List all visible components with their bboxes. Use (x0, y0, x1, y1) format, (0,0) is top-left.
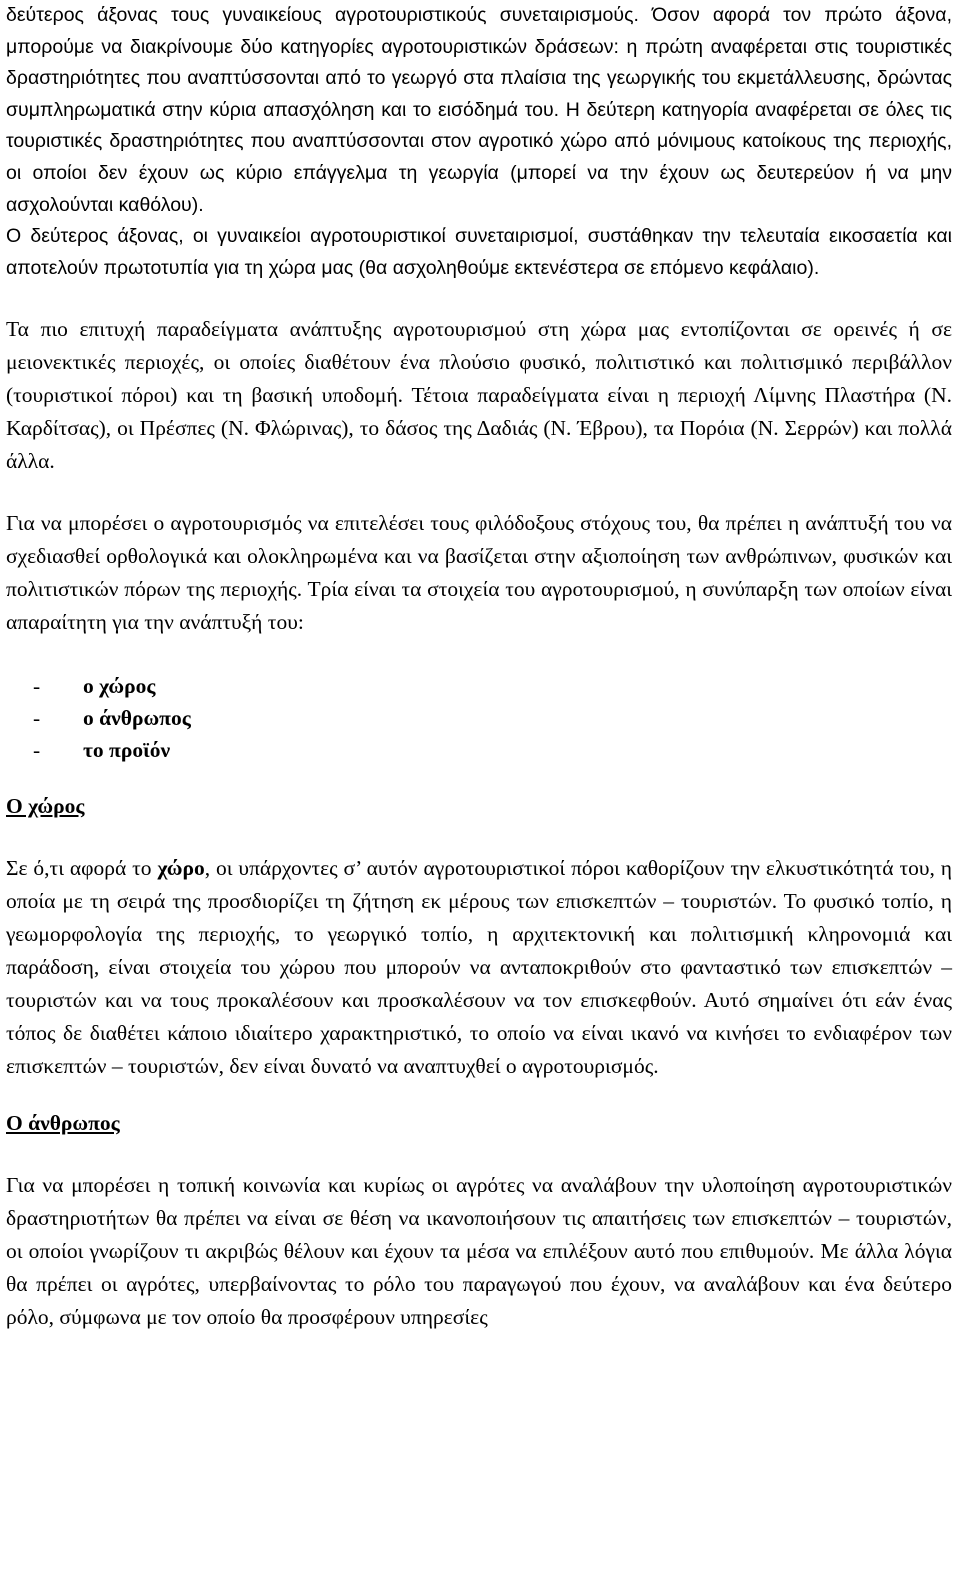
section-heading-space: Ο χώρος (6, 794, 85, 819)
paragraph-space: Σε ό,τι αφορά το χώρο, οι υπάρχοντες σ’ αυτόν αγροτουριστικοί πόροι καθορίζουν την ελκυστικότητά του, η οποία με τη σειρά της προσδιορίζει τη ζήτηση εκ μέρους των επισκεπτών – τουριστών. Το φυσικό τοπίο, η γεωμορφολογία της περιοχής, το γεωργικό τοπίο, η αρχιτεκτονική και πολιτισμική κληρονομιά και παράδοση, είναι στοιχεία του χώρου που μπορούν να ανταποκριθούν στο φανταστικό των επισκεπτών – τουριστών και να τους προκαλέσουν και προσκαλέσουν να τον επισκεφθούν. Αυτό σημαίνει ότι εάν ένας τόπος δε διαθέτει κάποιο ιδιαίτερο χαρακτηριστικό, το οποίο να είναι ικανό να κινήσει το ενδιαφέρον των επισκεπτών – τουριστών, δεν είναι δυνατό να αναπτυχθεί ο αγροτουρισμός. (6, 856, 952, 1079)
paragraph-gap (6, 478, 952, 507)
emphasis-space: χώρο (157, 856, 205, 881)
paragraph-gap (6, 1083, 952, 1107)
list-marker: - (33, 706, 41, 731)
paragraph-gap (6, 1139, 952, 1169)
paragraph-gap (6, 766, 952, 790)
section-heading-human: Ο άνθρωπος (6, 1111, 120, 1136)
paragraph-three-elements-intro: Για να μπορέσει ο αγροτουρισμός να επιτελέσει τους φιλόδοξους στόχους του, θα πρέπει η ανάπτυξή του να σχεδιασθεί ορθολογικά και ολοκληρωμένα και να βασίζεται στην αξιοποίηση των ανθρώπινων, φυσικών και πολιτιστικών πόρων της περιοχής. Τρία είναι τα στοιχεία του αγροτουρισμού, η συνύπαρξη των οποίων είναι απαραίτητη για την ανάπτυξή του: (6, 511, 952, 635)
list-marker: - (33, 674, 41, 699)
elements-list (6, 670, 952, 766)
paragraph-gap (6, 284, 952, 313)
paragraph-successful-examples: Τα πιο επιτυχή παραδείγματα ανάπτυξης αγροτουρισμού στη χώρα μας εντοπίζονται σε ορεινές ή σε μειονεκτικές περιοχές, οι οποίες διαθέτουν ένα πλούσιο φυσικό, πολιτιστικό και πολιτισμικό περιβάλλον (τουριστικοί πόροι) και τη βασική υποδομή. Τέτοια παραδείγματα είναι η περιοχή Λίμνης Πλαστήρα (Ν. Καρδίτσας), οι Πρέσπες (Ν. Φλώρινας), το δάσος της Δαδιάς (Ν. Έβρου), τα Πορόια (Ν. Σερρών) και πολλά άλλα. (6, 317, 952, 474)
paragraph-womens-cooperatives: Ο δεύτερος άξονας, οι γυναικείοι αγροτουριστικοί συνεταιρισμοί, συστάθηκαν την τελευταία εικοσαετία και αποτελούν πρωτοτυπία για τη χώρα μας (θα ασχοληθούμε εκτενέστερα σε επόμενο κεφάλαιο). (6, 225, 952, 279)
paragraph-human: Για να μπορέσει η τοπική κοινωνία και κυρίως οι αγρότες να αναλάβουν την υλοποίηση αγροτουριστικών δραστηριοτήτων θα πρέπει να είναι σε θέση να ικανοποιήσουν τις απαιτήσεις των επισκεπτών – τουριστών, οι οποίοι γνωρίζουν τι ακριβώς θέλουν και έχουν τα μέσα να επιλέξουν αυτό που επιθυμούν. Με άλλα λόγια θα πρέπει οι αγρότες, υπερβαίνοντας το ρόλο του παραγωγού που έχουν, να αναλάβουν και ένα δεύτερο ρόλο, σύμφωνα με τον οποίο θα προσφέρουν υπηρεσίες (6, 1173, 952, 1330)
list-item: - ο άνθρωπος (6, 702, 952, 734)
paragraph-gap (6, 639, 952, 670)
paragraph-gap (6, 822, 952, 852)
list-marker: - (33, 738, 41, 763)
list-item: - το προϊόν (6, 734, 952, 766)
paragraph-agrotourism-axes: δεύτερος άξονας τους γυναικείους αγροτουριστικούς συνεταιρισμούς. Όσον αφορά τον πρώτο άξονα, μπορούμε να διακρίνουμε δύο κατηγορίες αγροτουριστικών δράσεων: η πρώτη αναφέρεται στις τουριστικές δραστηριότητες που αναπτύσσονται από το γεωργό στα πλαίσια της γεωργικής του εκμετάλλευσης, δρώντας συμπληρωματικά στην κύρια απασχόληση και το εισόδημά του. Η δεύτερη κατηγορία αναφέρεται σε όλες τις τουριστικές δραστηριότητες που αναπτύσσονται στον αγροτικό χώρο από μόνιμους κατοίκους της περιοχής, οι οποίοι δεν έχουν ως κύριο επάγγελμα τη γεωργία (μπορεί να την έχουν ως δευτερεύον ή να μην ασχολούνται καθόλου). (6, 4, 952, 216)
document-page (6, 0, 952, 1334)
list-item: - ο χώρος (6, 670, 952, 702)
